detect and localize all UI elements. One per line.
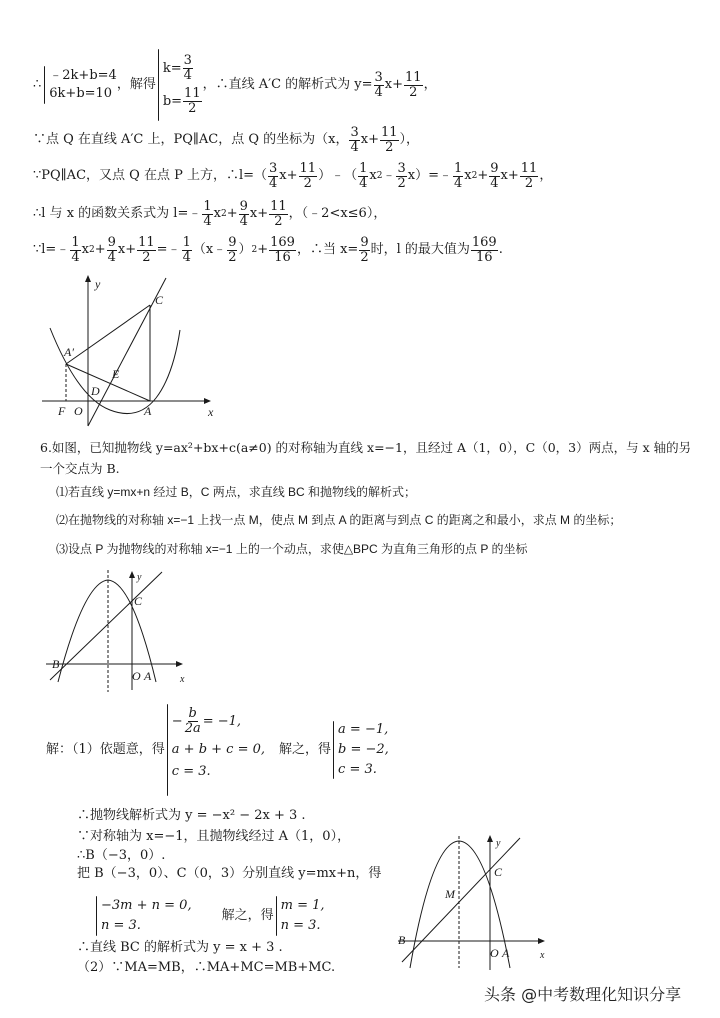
solution-rows (277, 898, 325, 934)
fraction: $\frac{9}{4}$ (239, 198, 248, 229)
term: x+ (117, 242, 137, 257)
punct: ， (539, 168, 553, 183)
term: ） (238, 242, 252, 257)
term: + (477, 168, 489, 183)
solve-label: 解之，得 (279, 742, 332, 757)
equation-system-kb (33, 48, 437, 122)
label-d: D (91, 384, 100, 398)
system-rows (168, 707, 265, 794)
term: x+ (279, 168, 298, 183)
solution-rows (334, 722, 389, 778)
label-y: y (95, 277, 101, 291)
fraction: $\frac{1}{4}$ (182, 234, 191, 265)
fraction: $\frac{9}{2}$ (360, 234, 369, 265)
label-b: B (398, 933, 406, 947)
solution-row: m = 1, (280, 898, 325, 913)
fraction: $\frac{1}{4}$ (71, 234, 80, 265)
fraction: $\frac{11}{2}$ (270, 198, 287, 229)
solution-row: b = −2, (338, 742, 389, 757)
fraction: $\frac{3}{4}$ (374, 69, 383, 100)
solution-system (46, 703, 389, 797)
fraction: $\frac{169}{16}$ (270, 234, 295, 265)
equation-row: c = 3. (171, 763, 211, 779)
text: ∵点 Q 在直线 A′C 上，PQ∥AC，点 Q 的坐标为（x， (33, 132, 349, 147)
line-l-expression (33, 158, 552, 194)
equation-row: a + b + c = 0, (171, 741, 266, 757)
equation-row: 6k+b=10 (49, 86, 113, 101)
problem-6-line1: 6.如图，已知抛物线 y=ax²+bx+c(a≠0) 的对称轴为直线 x=−1，且经过 A（1，0），C（0，3）两点，与 x 轴的另 (40, 440, 692, 455)
term: x）=﹣ (407, 168, 452, 183)
problem-6-line2: 一个交点为 B. (40, 461, 120, 476)
term: ）﹣（ (318, 168, 358, 183)
label-b: B (52, 657, 60, 671)
solution-line-3: ∴B（−3，0）. (77, 848, 166, 863)
question-2: ⑵在抛物线的对称轴 x=−1 上找一点 M，使点 M 到点 A 的距离与到点 C 的距离之和最小，求点 M 的坐标； (56, 513, 622, 527)
line-point-q (33, 122, 419, 158)
term: 时，l 的最大值为 (370, 242, 470, 257)
line-bc (402, 838, 520, 962)
term: =﹣ (156, 242, 181, 257)
line-maximum-value (33, 232, 503, 268)
fraction: $\frac{3}{4}$ (350, 124, 359, 155)
term: ﹣ (382, 168, 396, 183)
solution-intro: 解：（1）依题意，得 (46, 742, 165, 757)
label-x: x (540, 950, 545, 961)
equation-row: n = 3. (101, 918, 141, 933)
exponent: 2 (471, 171, 478, 181)
term: x (213, 206, 221, 221)
label-a: A (144, 669, 152, 683)
label-f: F (58, 404, 66, 418)
line-function-relation (33, 196, 386, 232)
figure-parabola-bc (44, 568, 194, 693)
fraction: $\frac{11}{2}$ (138, 234, 155, 265)
label-c: C (134, 594, 143, 608)
label-y: y (137, 572, 142, 583)
fraction: $\frac{1}{4}$ (203, 198, 212, 229)
label-x: x (180, 674, 185, 685)
label-aprime: A′ (64, 345, 74, 359)
punct: ， (423, 77, 437, 92)
solution-row: c = 3. (338, 762, 377, 777)
b-value: b= $\frac{11}{2}$ (162, 86, 201, 116)
exponent: 2 (251, 245, 258, 255)
label-o: O (74, 404, 83, 418)
k-value: k= $\frac{3}{4}$ (162, 53, 192, 83)
exponent: 2 (88, 245, 95, 255)
solution-line-2: ∵对称轴为 x=−1，且抛物线经过 A（1，0）， (77, 829, 351, 844)
label-e: E (112, 367, 120, 381)
fraction: $\frac{11}{2}$ (381, 124, 398, 155)
fraction: $\frac{169}{16}$ (471, 234, 497, 265)
term: ，∴当 x= (296, 242, 359, 257)
figure-parabola-m (390, 832, 555, 974)
term: x (81, 242, 89, 257)
solve-label: ，解得 (116, 77, 156, 92)
solution-line-6: （2）∵MA=MB，∴MA+MC=MB+MC. (77, 960, 336, 975)
system-rows (45, 67, 117, 103)
system-rows (97, 898, 192, 934)
term: + (94, 242, 106, 257)
fraction: $\frac{9}{4}$ (490, 160, 499, 191)
text: ∵PQ∥AC，又点 Q 在点 P 上方，∴l=（ (33, 168, 268, 183)
fraction: $\frac{1}{4}$ (359, 160, 368, 191)
equation-row: −3m + n = 0, (101, 898, 192, 913)
term: x+ (384, 77, 404, 92)
question-1: ⑴若直线 y=mx+n 经过 B，C 两点，求直线 BC 和抛物线的解析式； (56, 485, 417, 499)
label-x: x (208, 405, 214, 419)
solution-line-5: ∴直线 BC 的解析式为 y = x + 3 . (77, 940, 283, 955)
fraction: $\frac{3}{4}$ (269, 160, 278, 191)
term: x+ (360, 132, 379, 147)
punct: . (498, 242, 503, 257)
fraction: $\frac{11}{2}$ (520, 160, 538, 191)
fraction: $\frac{1}{4}$ (453, 160, 463, 191)
term: （x﹣ (192, 242, 227, 257)
label-a: A (144, 404, 152, 418)
term: x+ (500, 168, 519, 183)
question-3: ⑶设点 P 为抛物线的对称轴 x=−1 上的一个动点，求使△BPC 为直角三角形的点 P 的坐标 (56, 542, 528, 556)
label-c: C (494, 865, 503, 879)
line-equation-text: ，∴直线 A′C 的解析式为 y= (202, 77, 373, 92)
punct: ）， (399, 132, 420, 147)
equation-row: ﹣2k+b=4 (49, 68, 117, 83)
solution-line-4: 把 B（−3，0）、C（0，3）分别直线 y=mx+n，得 (77, 866, 382, 881)
equation-row: − $\frac{b}{2a}$ = −1, (171, 705, 242, 736)
label-o: O (132, 669, 141, 683)
solution-system-mn (96, 893, 325, 939)
segment-aprime-c (66, 305, 150, 364)
fraction: $\frac{11}{2}$ (405, 69, 422, 100)
label-a: A (502, 946, 510, 960)
label-c: C (155, 293, 164, 307)
solve-label: 解之，得 (221, 908, 274, 923)
term: x+ (249, 206, 269, 221)
exponent: 2 (220, 209, 227, 219)
term: x (464, 168, 472, 183)
solution-row: n = 3. (280, 918, 321, 933)
watermark: 头条 @中考数理化知识分享 (484, 985, 682, 1004)
figure-parabola-aprime (38, 268, 228, 428)
exponent: 2 (376, 171, 383, 181)
label-m: M (445, 887, 455, 901)
punct: ，（﹣2<x≤6）， (288, 206, 387, 221)
fraction: $\frac{9}{4}$ (107, 234, 116, 265)
label-o: O (490, 946, 499, 960)
text: ∴l 与 x 的函数关系式为 l=﹣ (33, 206, 202, 221)
solution-row: a = −1, (338, 722, 389, 737)
solution-line-1: ∴抛物线解析式为 y = −x² − 2x + 3 . (77, 808, 306, 823)
term: x (369, 168, 377, 183)
fraction: $\frac{9}{2}$ (228, 234, 237, 265)
fraction: $\frac{3}{2}$ (397, 160, 406, 191)
fraction: $\frac{11}{2}$ (299, 160, 317, 191)
solution-rows (159, 54, 203, 116)
term: + (226, 206, 238, 221)
term: + (257, 242, 269, 257)
text: ∵l=﹣ (33, 242, 70, 257)
therefore-symbol: ∴ (33, 77, 42, 92)
label-y: y (496, 838, 501, 849)
